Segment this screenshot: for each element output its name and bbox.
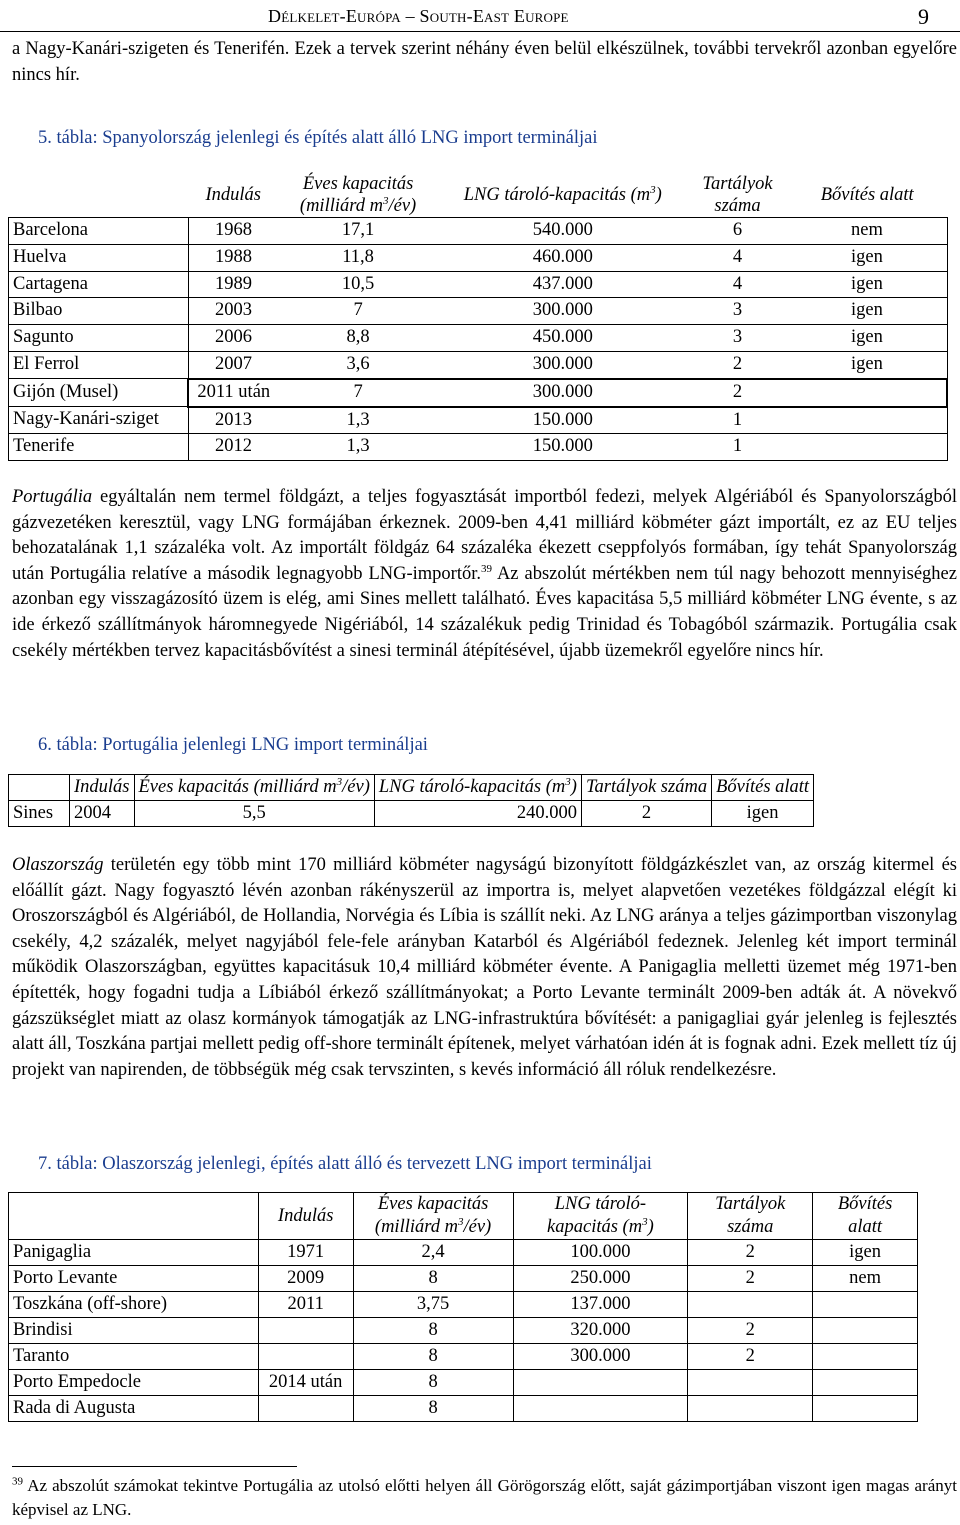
table6-header-row — [9, 775, 814, 801]
table5 — [8, 173, 948, 461]
table-row: Gijón (Musel) 2011 után 7 300.000 2 — [9, 379, 948, 407]
table5-header-capacity: Éves kapacitás (milliárd $m^3/év$) — [299, 174, 417, 216]
table5-header-storage: LNG tároló-kapacitás $(m^3)$ — [463, 183, 662, 205]
country-portugal: Portugália — [12, 487, 93, 507]
table6-header-storage: LNG tároló-kapacitás $(m^3)$ — [374, 775, 581, 801]
table-row: Rada di Augusta 8 — [9, 1396, 918, 1422]
table-row: Toszkána (off-shore) 2011 3,75 137.000 — [9, 1292, 918, 1318]
table-row: Cartagena 1989 10,5 437.000 4 igen — [9, 271, 948, 298]
portugal-paragraph: Portugália egyáltalán nem termel földgázt, a teljes fogyasztását importból fedezi, melyek Algériából és Spanyolországból gázvezetéken keresztül, vagy LNG formájában érkeznek. 2009-ben 4,41 milliárd köbméter gázt importált, ez az EU teljes behozatalának 1,1 százaléka volt. Az importált földgáz 64 százaléka ékezett cseppfolyós formában, így tehát Spanyolország után Portugália relatíve a második legnagyobb LNG-importőr.$^{39}$ Az abszolút mértékben nem túl nagy behozott mennyiséghez azonban egy visszagázosító üzem is elég, ami Sines mellett található. Éves kapacitása 5,5 milliárd köbméter LNG évente, s az ide érkező szállítmányok háromnegyede Nigériából, 14 százalékuk pedig Trinidad és Tobagóból származik. Portugália csak csekély mértékben tervez kapacitásbővítést a sinesi terminál átépítésével, újabb üzemekről egyelőre nincs hír. — [12, 487, 957, 661]
table6-header-tanks: Tartályok száma — [581, 775, 711, 801]
table6-caption-text: 6. tábla: Portugália jelenlegi LNG import termináljai — [38, 735, 428, 755]
footnote-number: 39 — [12, 1475, 23, 1488]
header-title: Délkelet-Európa – South-East Europe — [268, 6, 569, 26]
table5-header-start: Indulás — [205, 185, 261, 205]
table7-header-row — [9, 1193, 918, 1240]
footnote-ref: 39 — [480, 562, 492, 575]
header-title-en: South-East Europe — [419, 6, 569, 26]
table7-header-storage: LNG tároló- kapacitás $(m^3)$ — [513, 1193, 688, 1240]
table6 — [8, 774, 814, 827]
footnote-rule — [12, 1466, 297, 1467]
table7-caption-text: 7. tábla: Olaszország jelenlegi, építés alatt álló és tervezett LNG import termináljai — [38, 1154, 652, 1174]
table-row: El Ferrol 2007 3,6 300.000 2 igen — [9, 351, 948, 378]
table7-caption — [38, 1154, 652, 1175]
header-rule — [0, 31, 960, 32]
table-row: Tenerife 2012 1,3 150.000 1 — [9, 434, 948, 461]
table5-header-expansion: Bővítés alatt — [820, 185, 914, 205]
table-row: Sines 2004 5,5 240.000 2 igen — [9, 801, 814, 827]
table-row: Porto Levante 2009 8 250.000 2 nem — [9, 1266, 918, 1292]
table-row: Panigaglia 1971 2,4 100.000 2 igen — [9, 1240, 918, 1266]
table-row: Taranto 8 300.000 2 — [9, 1344, 918, 1370]
page-number: 9 — [918, 4, 929, 29]
table-row: Porto Empedocle 2014 után 8 — [9, 1370, 918, 1396]
country-italy: Olaszország — [12, 855, 104, 875]
italy-paragraph: Olaszország területén egy több mint 170 milliárd köbméter nagyságú bizonyított földgázkészlet van, az ország kitermel és előállít gázt. Nagy fogyasztó lévén azonban rákényszerül az importra is, melyet alapvetően vezetékes földgázzal elégít ki Oroszországból és Algériából, de Hollandia, Norvégia és Líbia is szállít neki. Az LNG aránya a teljes gázimportban viszonylag csekély, 4,2 százalék, melyet nagyjából fele-fele arányban Katarból és Algériából fedeznek. Jelenleg két import terminál működik Olaszországban, együttes kapacitásuk 10,4 milliárd köbméter évente. A Panigaglia melletti üzemet még 1971-ben építették, hogy fogadni tudja a Líbiából érkező szállítmányokat; a Porto Levante terminált 2009-ben adták át. A növekvő gázszükséglet miatt az olasz kormányok támogatják az LNG-infrastruktúra bővítését: a panigagliai gyár jelenleg is fejlesztés alatt áll, Toszkána partjai mellett pedig off-shore terminált építenek, melyet várhatóan idén át is fognak adni. Ezek mellett tíz új projekt van napirenden, de többségük még csak tervszinten, s kevés információ áll róluk rendelkezésre. — [12, 855, 957, 1080]
table5-header-row — [9, 173, 948, 218]
table5-header-tanks: Tartályok száma — [702, 174, 773, 216]
intro-paragraph: a Nagy-Kanári-szigeten és Tenerifén. Ezek a tervek szerint néhány éven belül elkészülnek, további tervekről azonban egyelőre nincs hír. — [12, 39, 957, 85]
table-row: Sagunto 2006 8,8 450.000 3 igen — [9, 325, 948, 352]
table5-caption — [38, 128, 597, 149]
table6-header-start: Indulás — [70, 775, 135, 801]
table-row: Bilbao 2003 7 300.000 3 igen — [9, 298, 948, 325]
table-row: Nagy-Kanári-sziget 2013 1,3 150.000 1 — [9, 407, 948, 434]
table6-caption — [38, 735, 428, 756]
table7 — [8, 1192, 918, 1422]
table5-caption-text: 5. tábla: Spanyolország jelenlegi és építés alatt álló LNG import termináljai — [38, 128, 598, 148]
table6-header-expansion: Bővítés alatt — [712, 775, 814, 801]
table6-header-capacity: Éves kapacitás (milliárd $m^3/év$) — [134, 775, 374, 801]
table-row: Barcelona 1968 17,1 540.000 6 nem — [9, 218, 948, 245]
table-row: Brindisi 8 320.000 2 — [9, 1318, 918, 1344]
table7-header-capacity: Éves kapacitás (milliárd $m^3/év$) — [353, 1193, 513, 1240]
table7-header-expansion: Bővítés alatt — [813, 1193, 918, 1240]
header-title-hu: Délkelet-Európa — [268, 6, 401, 26]
table7-header-start: Indulás — [258, 1193, 353, 1240]
table7-header-tanks: Tartályok száma — [688, 1193, 813, 1240]
footnote: $^{39}$ Az abszolút számokat tekintve Portugália az utolsó előtti helyen áll Görögország előtt, saját gázimportjában viszont igen magas arányt képvisel az LNG. — [12, 1475, 957, 1519]
table-row: Huelva 1988 11,8 460.000 4 igen — [9, 244, 948, 271]
running-header — [0, 3, 960, 29]
